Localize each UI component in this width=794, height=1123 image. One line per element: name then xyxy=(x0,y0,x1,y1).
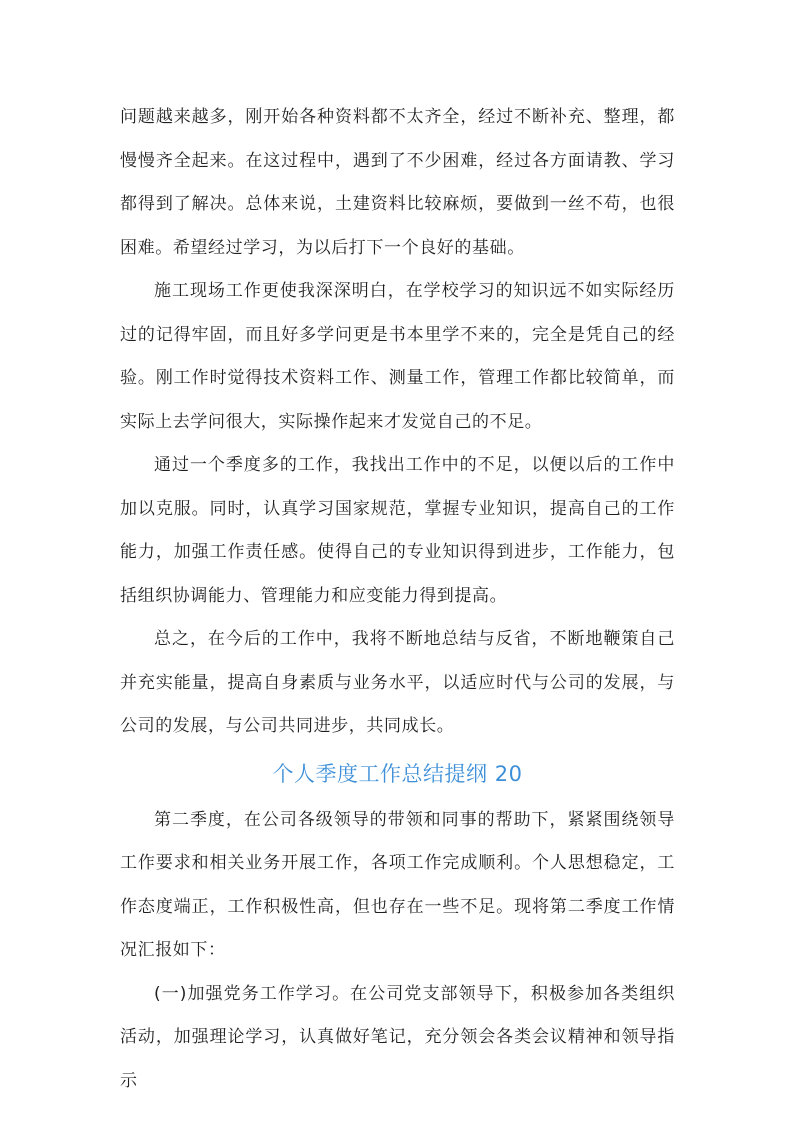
paragraph-5: 第二季度，在公司各级领导的带领和同事的帮助下，紧紧围绕领导工作要求和相关业务开展工作，各项工作完成顺利。个人思想稳定，工作态度端正，工作积极性高，但也存在一些不足。现将第二季度工作情况汇报如下： xyxy=(120,809,675,960)
document-page xyxy=(120,96,675,1103)
paragraph-4: 总之，在今后的工作中，我将不断地总结与反省，不断地鞭策自己并充实能量，提高自身素质与业务水平，以适应时代与公司的发展，与公司的发展，与公司共同进步，共同成长。 xyxy=(120,629,675,736)
paragraph-1: 问题越来越多，刚开始各种资料都不太齐全，经过不断补充、整理，都慢慢齐全起来。在这过程中，遇到了不少困难，经过各方面请教、学习都得到了解决。总体来说，土建资料比较麻烦，要做到一丝不苟，也很困难。希望经过学习，为以后打下一个良好的基础。 xyxy=(120,107,675,258)
paragraph-6: (一)加强党务工作学习。在公司党支部领导下，积极参加各类组织活动，加强理论学习，认真做好笔记，充分领会各类会议精神和领导指示 xyxy=(120,983,675,1091)
paragraph-2: 施工现场工作更使我深深明白，在学校学习的知识远不如实际经历过的记得牢固，而且好多学问更是书本里学不来的，完全是凭自己的经验。刚工作时觉得技术资料工作、测量工作，管理工作都比较简单，而实际上去学问很大，实际操作起来才发觉自己的不足。 xyxy=(120,281,675,432)
section-heading: 个人季度工作总结提纲 20 xyxy=(272,761,523,786)
paragraph-3: 通过一个季度多的工作，我找出工作中的不足，以便以后的工作中加以克服。同时，认真学习国家规范，掌握专业知识，提高自己的工作能力，加强工作责任感。使得自己的专业知识得到进步，工作能力，包括组织协调能力、管理能力和应变能力得到提高。 xyxy=(120,455,675,606)
